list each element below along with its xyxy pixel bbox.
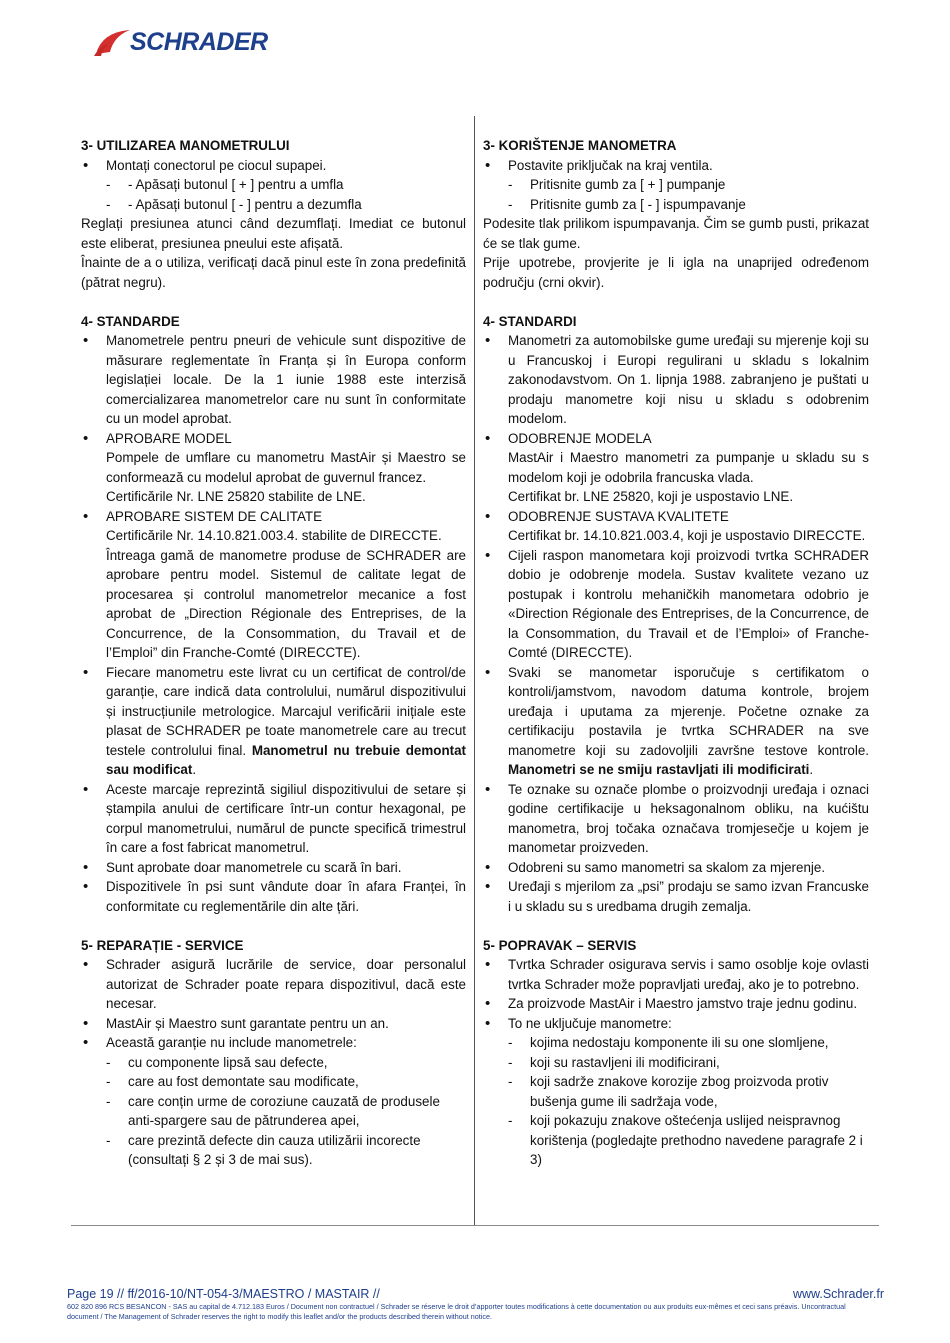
list-item: • MastAir și Maestro sunt garantate pentru un an. [81,1014,466,1034]
list-item [483,663,869,780]
website-link[interactable]: www.Schrader.fr [792,1287,884,1301]
list-item: - koji pokazuju znakove oštećenja uslijed neispravnog korištenja (pogledajte prethodno navedene paragrafe 2 i 3) [483,1111,869,1170]
list-item: • Cijeli raspon manometara koji proizvodi tvrtka SCHRADER dobio je odobrenje modela. Sustav kvalitete vezano uz postupak i kontrolu mehaničkih manometara odobrio je «Direction Régionale des Entreprises, de la Concurrence, de la Consommation, du Travail et de l’Emploi» of Franche- Comté (DIRECCTE). [483,546,869,663]
list-item: - care conțin urme de coroziune cauzată de produsele anti-spargere sau de pătrunderea apei, [81,1092,466,1131]
paragraph: Certificările Nr. 14.10.821.003.4. stabilite de DIRECCTE. [106,528,442,543]
list-item: - Pritisnite gumb za [ - ] ispumpavanje [483,195,869,215]
legal-notice: 602 820 896 RCS BESANCON - SAS au capital de 4.712.183 Euros / Document non contractuel / Schrader se réserve le droit d’apporter toutes modifications à cette documentation ou aux produits eux-mêmes et ceci sans préavis. Uncontractual document / The Management of Schrader reserves the right to modify this leaflet and/or the products described therein without notice. [67,1302,846,1321]
list-item: • Za proizvode MastAir i Maestro jamstvo traje jednu godinu. [483,994,869,1014]
list-item: • ODOBRENJE SUSTAVA KVALITETE [483,507,869,527]
paragraph: Pompele de umflare cu manometru MastAir și Maestro se conformează cu modelul aprobat de guvernul francez. [106,450,466,485]
schrader-logo [92,26,272,60]
section-3-heading: 3- KORIŠTENJE MANOMETRA [483,138,677,153]
paragraph: Svaki se manometar isporučuje s certifikatom o kontroli/jamstvom, navodom datuma kontrole, brojem uređaja i uputama za mjerenje. Početne oznake za certifikaciju postavila je tvrtka SCHRADER na sve manometre koji su zadovoljili završne testove kontrole. [508,664,869,758]
paragraph: MastAir i Maestro manometri za pumpanje u skladu su s modelom koji je odobrila francuska vlada. [508,450,869,485]
list-item [81,663,466,780]
list-item: • APROBARE MODEL [81,429,466,449]
paragraph: . [809,762,814,777]
section-5-heading: 5- REPARAȚIE - SERVICE [81,937,244,953]
paragraph: Reglați presiunea atunci când dezumflați. Imediat ce butonul este eliberat, presiunea pneului este afișată. [81,216,466,251]
page-number: Page 19 // ff/2016-10/NT-054-3/MAESTRO / MASTAIR // [67,1287,380,1301]
list-item: • To ne uključuje manometre: [483,1014,869,1034]
section-5-heading: 5- POPRAVAK – SERVIS [483,937,637,953]
list-item: • Dispozitivele în psi sunt vândute doar în afara Franței, în conformitate cu reglementările din alte țări. [81,877,466,916]
list-item: • Tvrtka Schrader osigurava servis i samo osoblje koje ovlasti tvrtka Schrader može popravljati uređaj, ako je to potrebno. [483,955,869,994]
list-item: - koji sadrže znakove korozije zbog proizvoda protiv bušenja gume ili sadržaja vode, [483,1072,869,1111]
list-item: • Montați conectorul pe ciocul supapei. [81,156,466,176]
list-item: - kojima nedostaju komponente ili su one slomljene, [483,1033,869,1053]
paragraph: Podesite tlak prilikom ispumpavanja. Čim se gumb pusti, prikazat će se tlak gume. [483,216,869,251]
list-item: • Schrader asigură lucrările de service, doar personalul autorizat de Schrader poate repara dispozitivul, dacă este necesar. [81,955,466,1014]
list-item: • Aceste marcaje reprezintă sigiliul dispozitivului de setare și ștampila anului de certificare într-un contur hexagonal, pe corpul manometrului, numărul de puncte specifică trimestrul în care a fost fabricat manometrul. [81,780,466,858]
list-item: • Uređaji s mjerilom za „psi” prodaju se samo izvan Francuske i u skladu su s uredbama drugih zemalja. [483,877,869,916]
warning-text: Manometri se ne smiju rastavljati ili modificirati [508,762,810,777]
list-item: - care au fost demontate sau modificate, [81,1072,466,1092]
section-4-heading: 4- STANDARDE [81,313,180,329]
list-item: • Manometri za automobilske gume uređaji su mjerenje koji su u Francuskoj i Europi regulirani u skladu s lokalnim zakonodavstvom. On 1. lipnja 1988. zabranjeno je puštati u prodaju manometre koji nisu u skladu s odobrenim modelom. [483,331,869,429]
list-item: • Această garanție nu include manometrele: [81,1033,466,1053]
list-item: • Te oznake su označe plombe o proizvodnji uređaja i oznaci godine certifikacije u heksagonalnom obliku, na kućištu manometra, broj točaka označava tromjesečje u kojem je manometar proizveden. [483,780,869,858]
footer-rule [71,1225,879,1226]
paragraph: Înainte de a o utiliza, verificați dacă pinul este în zona predefinită (pătrat negru). [81,255,466,290]
logo-wordmark: SCHRADER [130,28,268,56]
list-item: • Postavite priključak na kraj ventila. [483,156,869,176]
paragraph: Certifikat br. LNE 25820, koji je uspostavio LNE. [508,489,794,504]
paragraph: Certificările Nr. LNE 25820 stabilite de LNE. [106,489,366,504]
section-4-heading: 4- STANDARDI [483,313,577,329]
list-item: • Odobreni su samo manometri sa skalom za mjerenje. [483,858,869,878]
warning-text: Manometrul nu trebuie demontat sau modificat [106,742,466,777]
list-item: - cu componente lipsă sau defecte, [81,1053,466,1073]
paragraph: Prije upotrebe, provjerite je li igla na unaprijed određenom području (crni okvir). [483,255,869,290]
list-item: - - Apăsați butonul [ - ] pentru a dezumfla [81,195,466,215]
left-column [81,136,466,1170]
paragraph: Certifikat br. 14.10.821.003.4, koji je uspostavio DIRECCTE. [508,528,866,543]
paragraph: Întreaga gamă de manometre produse de SCHRADER are aprobare pentru model. Sistemul de calitate legat de procesarea și controlul manometrelor mecanice a fost aprobat de „Direction Régionale des Entreprises, de la Concurrence, de la Consommation, du Travail et de l’Emploi” din Franche-Comté (DIRECCTE). [106,547,466,660]
list-item: • Sunt aprobate doar manometrele cu scară în bari. [81,858,466,878]
paragraph: . [192,762,197,777]
list-item: - koji su rastavljeni ili modificirani, [483,1053,869,1073]
list-item: - - Apăsați butonul [ + ] pentru a umfla [81,175,466,195]
list-item: • APROBARE SISTEM DE CALITATE [81,507,466,527]
list-item: - care prezintă defecte din cauza utilizării incorecte (consultați § 2 și 3 de mai sus). [81,1131,466,1170]
list-item: • ODOBRENJE MODELA [483,429,869,449]
right-column [483,136,869,1170]
section-3-heading: 3- UTILIZAREA MANOMETRULUI [81,138,290,153]
column-divider [474,116,475,1226]
paragraph: Fiecare manometru este livrat cu un certificat de control/de garanție, care indică data controlului, numărul dispozitivului și instrucțiunile metrologice. Marcajul verificării inițiale este plasat de SCHRADER pe toate manometrele care au trecut testele controlului final. [106,664,466,758]
list-item: • Manometrele pentru pneuri de vehicule sunt dispozitive de măsurare reglementate în Franța și în Europa conform legislației locale. De la 1 iunie 1988 este interzisă comercializarea manometrelor care nu sunt în conformitate cu un model aprobat. [81,331,466,429]
list-item: - Pritisnite gumb za [ + ] pumpanje [483,175,869,195]
